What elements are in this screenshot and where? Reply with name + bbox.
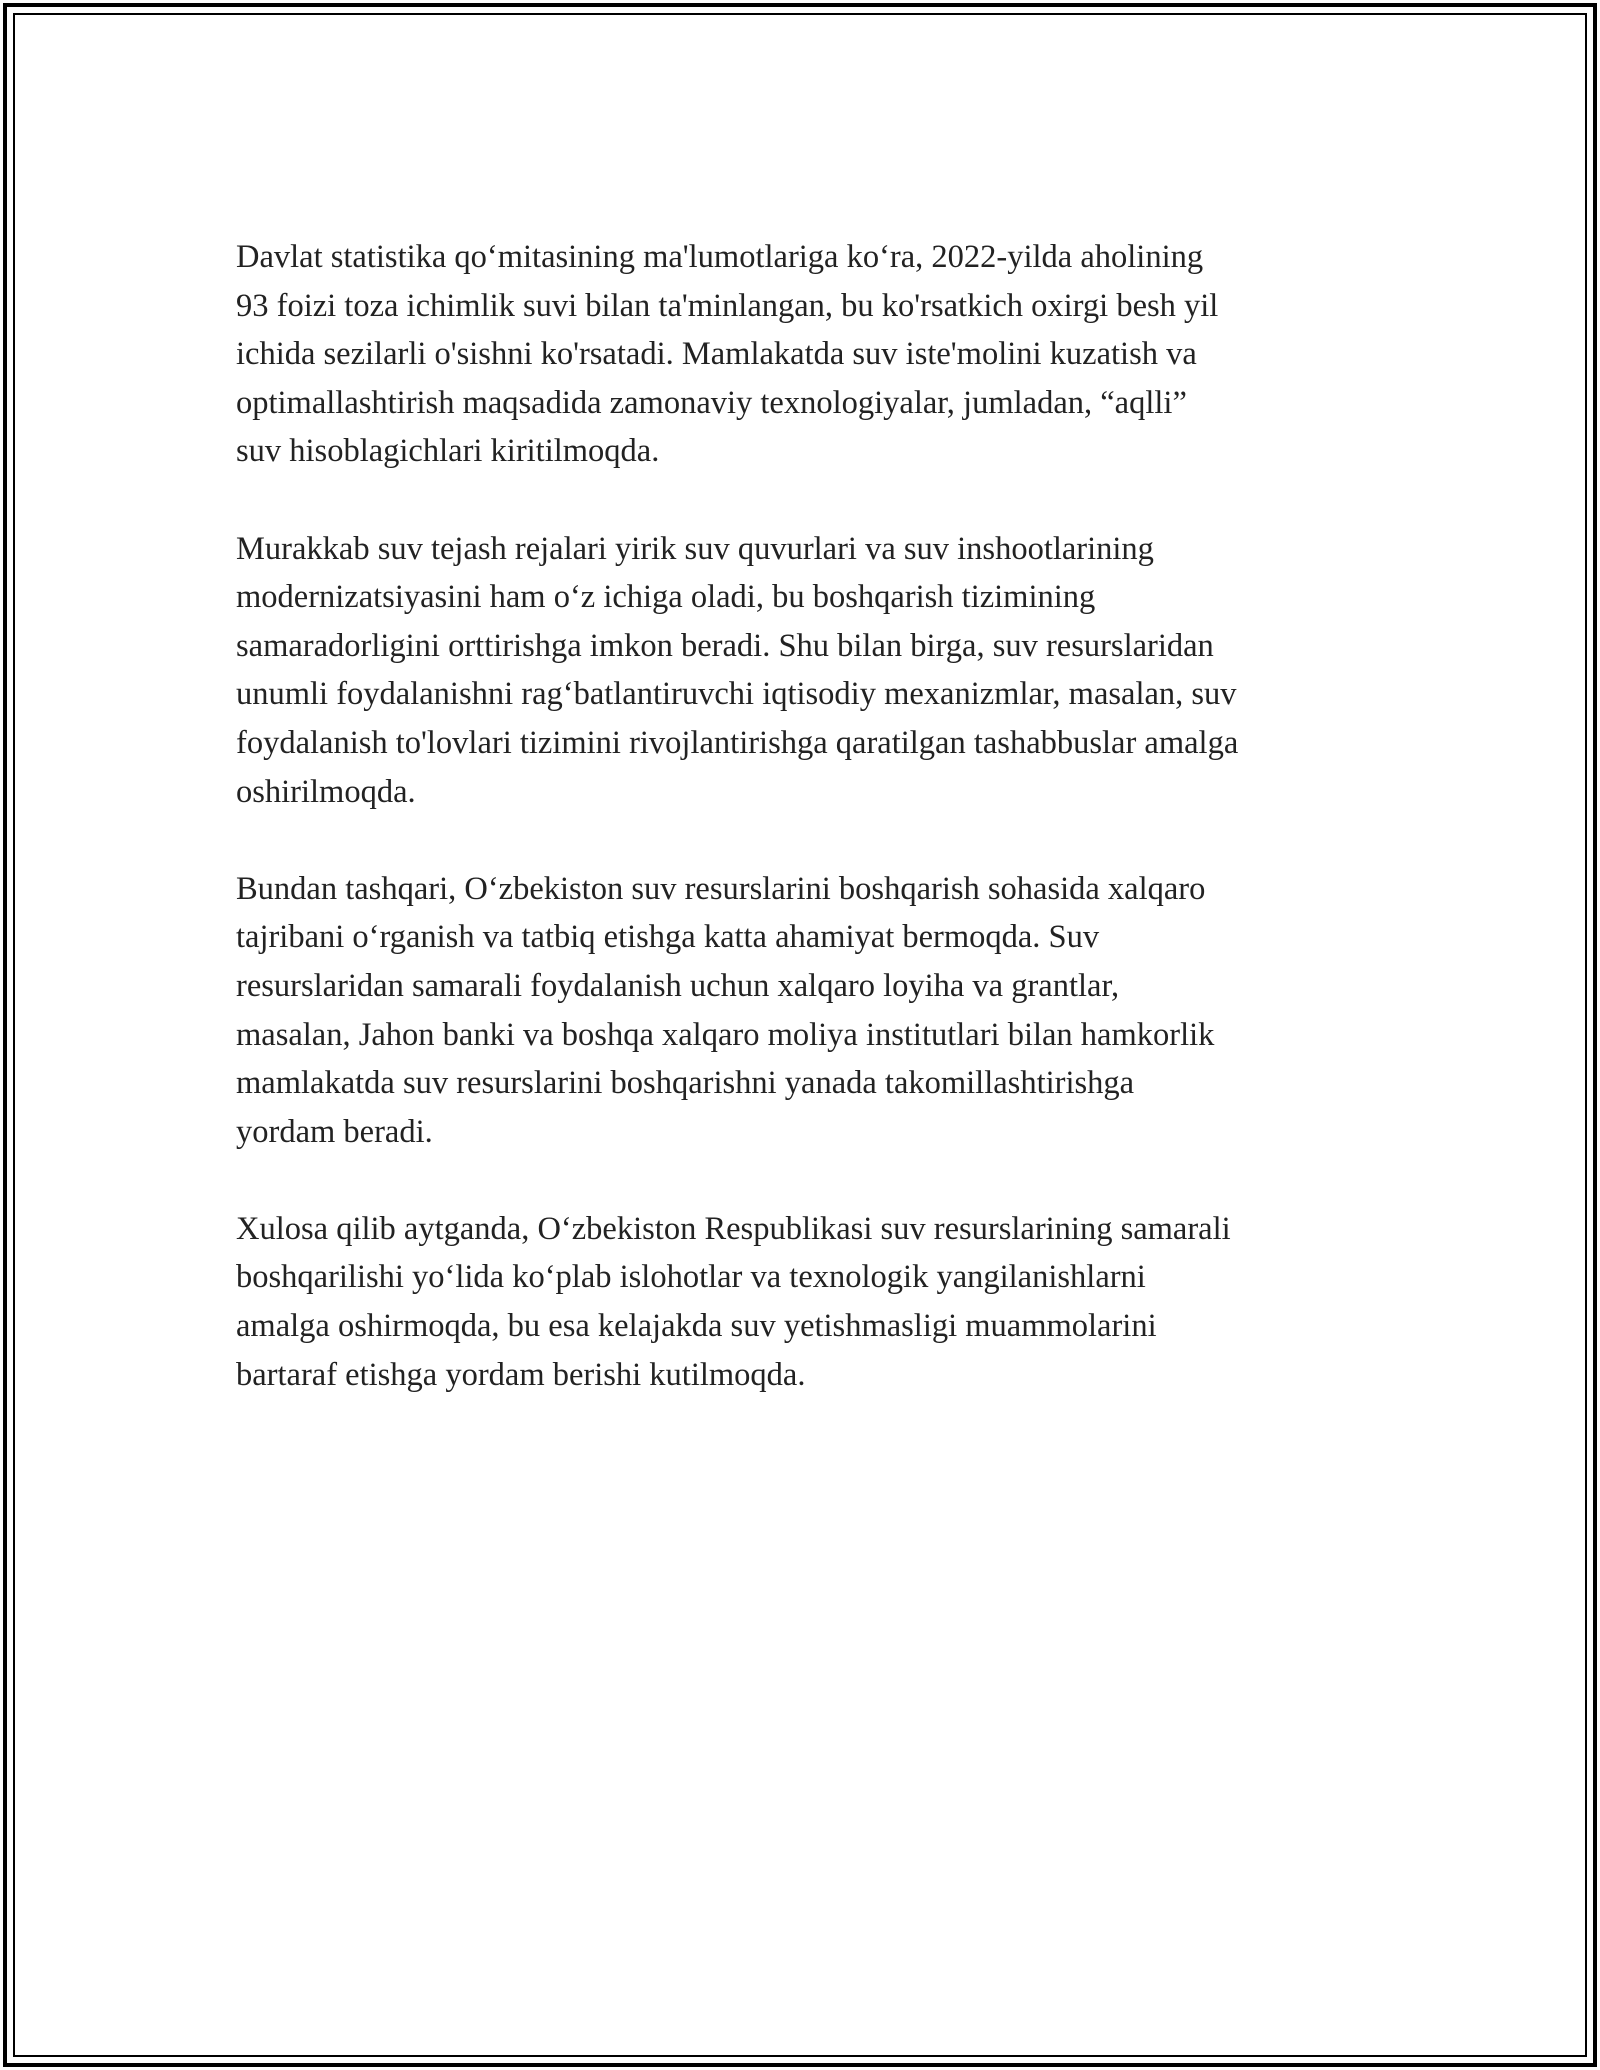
paragraph-2: Murakkab suv tejash rejalari yirik suv quvurlari va suv inshootlarining modernizatsiyasini ham o‘z ichiga oladi, bu boshqarish tizimining samaradorligini orttirishga imkon beradi. Shu bilan birga, suv resurslaridan unumli foydalanishni rag‘batlantiruvchi iqtisodiy mexanizmlar, masalan, suv foydalanish to'lovlari tizimini rivojlantirishga qaratilgan tashabbuslar amalga oshirilmoqda.: [236, 530, 1239, 810]
paragraph-3: Bundan tashqari, O‘zbekiston suv resurslarini boshqarish sohasida xalqaro tajribani o‘rganish va tatbiq etishga katta ahamiyat bermoqda. Suv resurslaridan samarali foydalanish uchun xalqaro loyiha va grantlar, masalan, Jahon banki va boshqa xalqaro moliya institutlari bilan hamkorlik mamlakatda suv resurslarini boshqarishni yanada takomillashtirishga yordam beradi.: [236, 870, 1215, 1150]
paragraph-1: Davlat statistika qo‘mitasining ma'lumotlariga ko‘ra, 2022-yilda aholining 93 foizi toza ichimlik suvi bilan ta'minlangan, bu ko'rsatkich oxirgi besh yil ichida sezilarli o'sishni ko'rsatadi. Mamlakatda suv iste'molini kuzatish va optimallashtirish maqsadida zamonaviy texnologiyalar, jumladan, “aqlli” suv hisoblagichlari kiritilmoqda.: [236, 239, 1219, 470]
paragraph-4: Xulosa qilib aytganda, O‘zbekiston Respublikasi suv resurslarining samarali boshqarilishi yo‘lida ko‘plab islohotlar va texnologik yangilanishlarni amalga oshirmoqda, bu esa kelajakda suv yetishmasligi muammolarini bartaraf etishga yordam berishi kutilmoqda.: [236, 1210, 1231, 1393]
document-body: [236, 233, 1386, 1448]
